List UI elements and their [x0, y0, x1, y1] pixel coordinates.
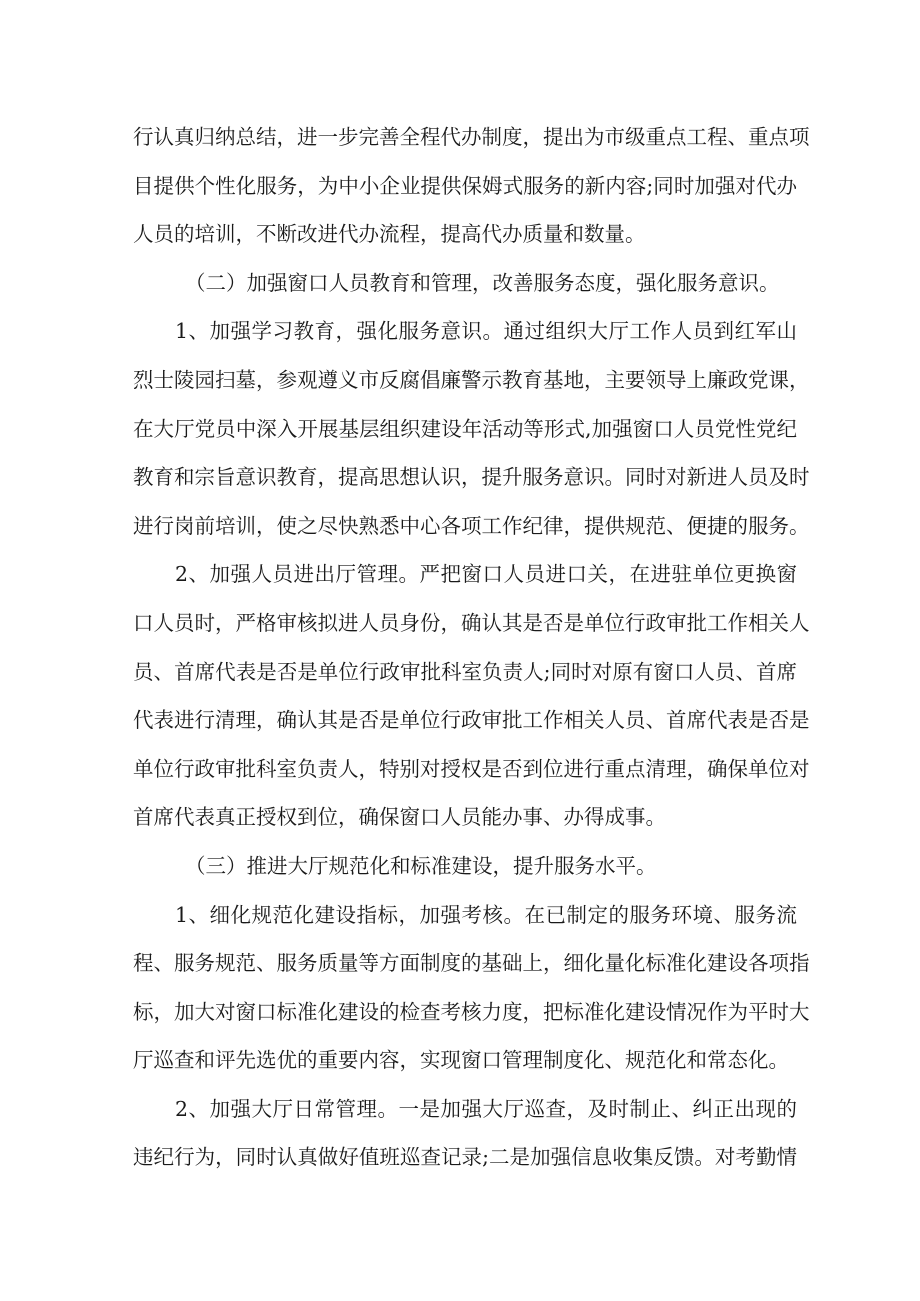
text-line: 口人员时，严格审核拟进人员身份，确认其是否是单位行政审批工作相关人	[133, 610, 810, 635]
text-line: 标，加大对窗口标准化建设的检查考核力度，把标准化建设情况作为平时大	[133, 999, 810, 1024]
text-line: 烈士陵园扫墓，参观遵义市反腐倡廉警示教育基地，主要领导上廉政党课，	[133, 367, 810, 392]
text-line: 违纪行为，同时认真做好值班巡查记录;二是加强信息收集反馈。对考勤情	[133, 1145, 797, 1170]
text-line: 行认真归纳总结，进一步完善全程代办制度，提出为市级重点工程、重点项	[133, 125, 810, 149]
text-line: 厅巡查和评先选优的重要内容，实现窗口管理制度化、规范化和常态化。	[133, 1048, 789, 1073]
text-line: 首席代表真正授权到位，确保窗口人员能办事、办得成事。	[133, 805, 666, 830]
text-line: 程、服务规范、服务质量等方面制度的基础上，细化量化标准化建设各项指	[133, 951, 810, 976]
text-line: 目提供个性化服务，为中小企业提供保姆式服务的新内容;同时加强对代办	[133, 173, 797, 198]
text-line: 人员的培训，不断改进代办流程，提高代办质量和数量。	[133, 222, 646, 247]
section-heading: （三）推进大厅规范化和标准建设，提升服务水平。	[185, 853, 657, 878]
text-line: 员、首席代表是否是单位行政审批科室负责人;同时对原有窗口人员、首席	[133, 659, 797, 684]
text-line: 1、细化规范化建设指标，加强考核。在已制定的服务环境、服务流	[175, 902, 797, 927]
text-line: 单位行政审批科室负责人，特别对授权是否到位进行重点清理，确保单位对	[133, 756, 810, 781]
text-line: 2、加强大厅日常管理。一是加强大厅巡查，及时制止、纠正出现的	[175, 1096, 797, 1121]
document-body	[133, 113, 810, 1182]
text-line: 进行岗前培训，使之尽快熟悉中心各项工作纪律，提供规范、便捷的服务。	[133, 513, 810, 538]
text-line: 教育和宗旨意识教育，提高思想认识，提升服务意识。同时对新进人员及时	[133, 465, 810, 490]
text-line: 代表进行清理，确认其是否是单位行政审批工作相关人员、首席代表是否是	[133, 708, 810, 733]
text-line: 1、加强学习教育，强化服务意识。通过组织大厅工作人员到红军山	[175, 319, 797, 344]
section-heading: （二）加强窗口人员教育和管理，改善服务态度，强化服务意识。	[185, 270, 780, 295]
text-line: 2、加强人员进出厅管理。严把窗口人员进口关，在进驻单位更换窗	[175, 562, 797, 587]
text-line: 在大厅党员中深入开展基层组织建设年活动等形式,加强窗口人员党性党纪	[133, 416, 797, 441]
